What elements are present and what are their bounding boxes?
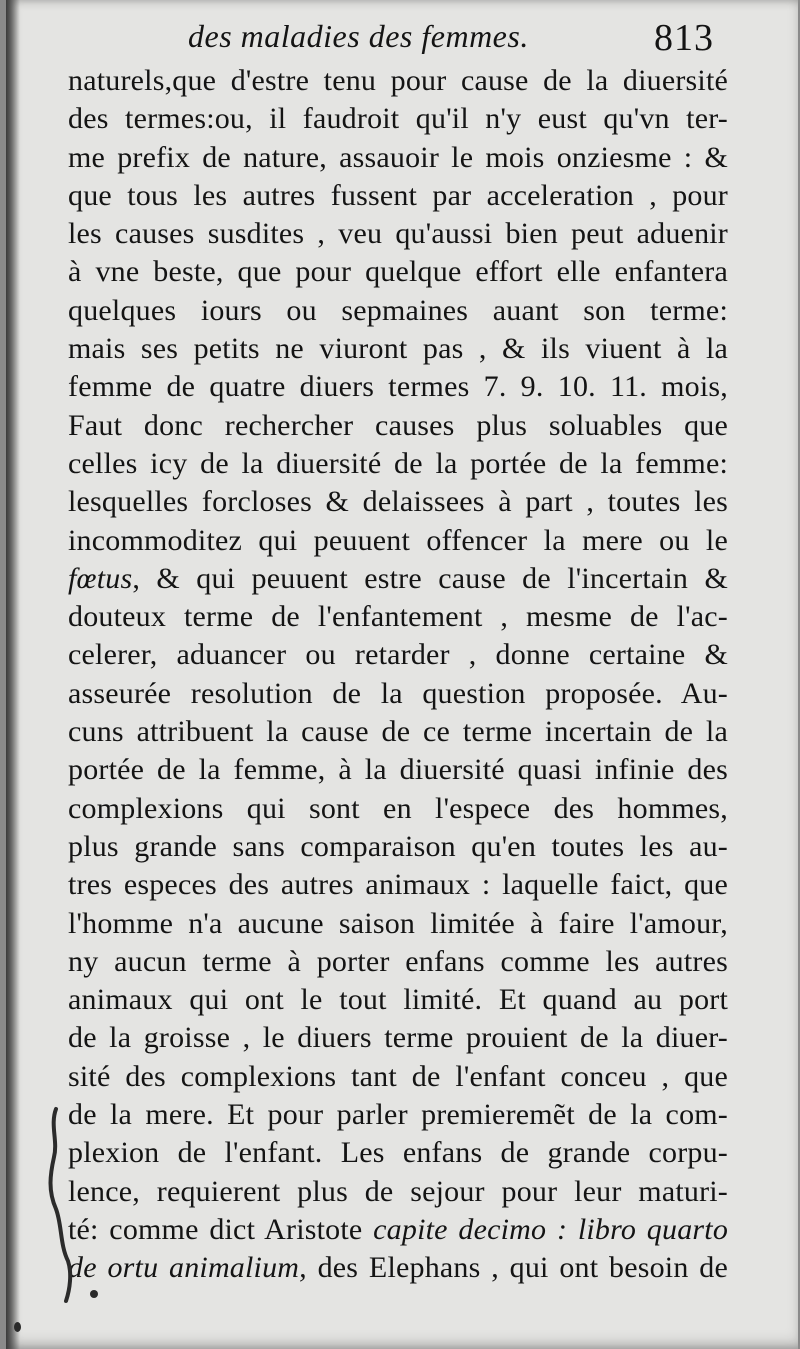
text-line: de la mere. Et pour parler premieremẽt de la com- — [68, 1098, 728, 1132]
italic-term: fœtus — [68, 561, 133, 595]
text-line: asseurée resolution de la question proposée. Au- — [68, 676, 728, 710]
text-line: plus grande sans comparaison qu'en toutes les au- — [68, 829, 728, 863]
page-number: 813 — [654, 17, 714, 59]
text-run: té: comme dict Aristote — [68, 1212, 363, 1246]
text-line: incommoditez qui peuuent offencer la mere ou le — [68, 523, 728, 557]
text-line: quelques iours ou sepmaines auant son terme: — [68, 293, 728, 327]
text-run: , & qui peuuent estre cause de l'incertain & — [132, 561, 728, 595]
text-line: douteux terme de l'enfantement , mesme de l'ac- — [68, 600, 728, 634]
text-line: tres especes des autres animaux : laquelle faict, que — [68, 868, 728, 902]
text-line-mixed — [68, 560, 728, 598]
text-line: des termes:ou, il faudroit qu'il n'y eust qu'vn ter- — [68, 102, 728, 136]
text-line: l'homme n'a aucune saison limitée à faire l'amour, — [68, 906, 728, 940]
text-line: naturels,que d'estre tenu pour cause de la diuersité — [68, 64, 728, 97]
text-line: me prefix de nature, assauoir le mois onziesme : & — [68, 140, 728, 174]
text-run: des Elephans , qui ont besoin de — [306, 1251, 728, 1285]
text-line: celles icy de la diuersité de la portée de la femme: — [68, 446, 728, 480]
book-page — [6, 0, 798, 1349]
text-line: les causes susdites , veu qu'aussi bien peut aduenir — [68, 217, 728, 251]
text-line: femme de quatre diuers termes 7. 9. 10. 11. mois, — [68, 370, 728, 404]
text-line: plexion de l'enfant. Les enfans de grande corpu- — [68, 1136, 728, 1170]
text-line: mais ses petits ne viuront pas , & ils viuent à la — [68, 332, 728, 366]
text-line: complexions qui sont en l'espece des hommes, — [68, 791, 728, 825]
handwritten-bracket-mark — [44, 1105, 84, 1305]
text-line: que tous les autres fussent par acceleration , pour — [68, 178, 728, 212]
citation: capite decimo : libro quarto — [373, 1212, 729, 1246]
body-text — [68, 62, 728, 1288]
text-line: portée de la femme, à la diuersité quasi infinie des — [68, 753, 728, 787]
text-line: de la groisse , le diuers terme prouient de la diuer- — [68, 1021, 728, 1055]
text-line: celerer, aduancer ou retarder , donne certaine & — [68, 638, 728, 672]
text-line: sité des complexions tant de l'enfant conceu , que — [68, 1059, 728, 1093]
citation: de ortu animalium, — [68, 1251, 307, 1285]
text-line-mixed — [68, 1249, 728, 1287]
running-title: des maladies des femmes. — [188, 18, 529, 54]
text-line: lence, requierent plus de sejour pour leur maturi- — [68, 1174, 728, 1208]
text-line: Faut donc rechercher causes plus soluables que — [68, 408, 728, 442]
ink-speck — [14, 1322, 21, 1332]
text-line: cuns attribuent la cause de ce terme incertain de la — [68, 715, 728, 749]
gutter-shadow — [6, 0, 20, 1349]
text-line: lesquelles forcloses & delaissees à part , toutes les — [68, 485, 728, 519]
text-line: animaux qui ont le tout limité. Et quand au port — [68, 983, 728, 1017]
page-header — [6, 14, 798, 64]
text-line: ny aucun terme à porter enfans comme les autres — [68, 944, 728, 978]
ink-speck — [90, 1290, 98, 1298]
text-line: à vne beste, que pour quelque effort elle enfantera — [68, 255, 728, 289]
text-line-mixed — [68, 1211, 728, 1249]
